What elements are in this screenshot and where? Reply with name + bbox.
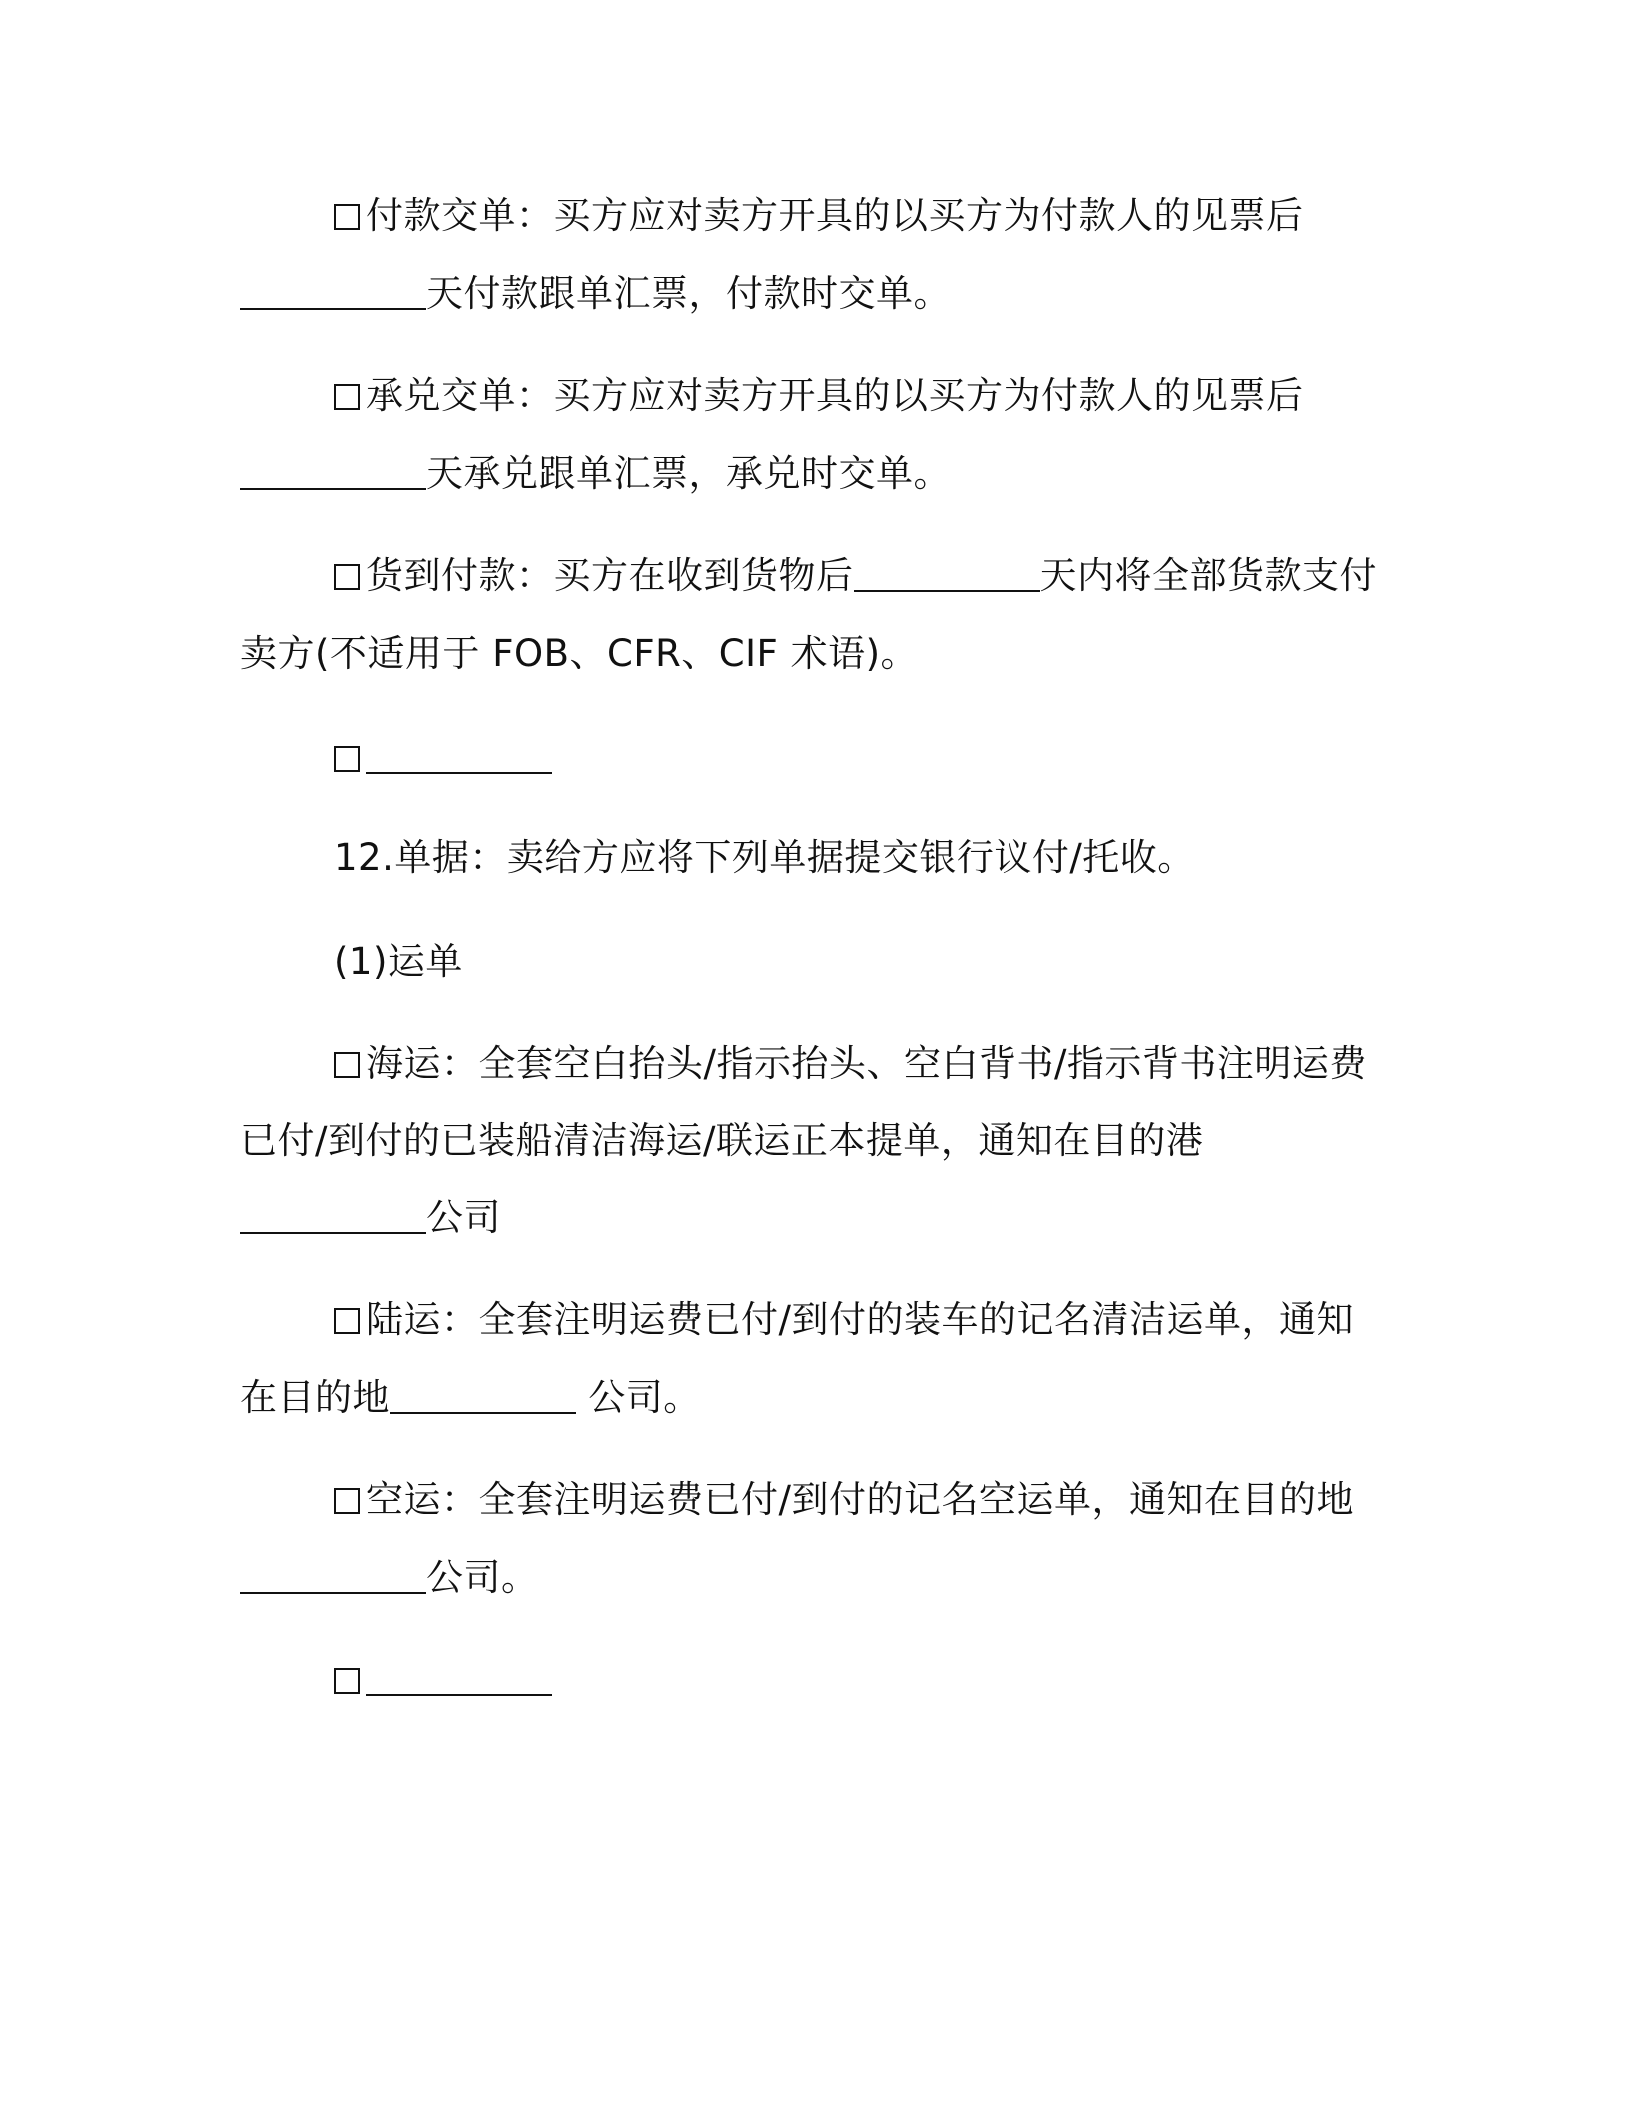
para-continuation: [240, 1194, 501, 1242]
para-land-transport: [334, 1296, 1354, 1344]
fill-in-blank[interactable]: [366, 738, 552, 774]
checkbox[interactable]: [334, 1668, 360, 1694]
sub-heading-waybill: [334, 938, 463, 986]
para-continuation: [240, 1117, 1203, 1165]
para-continuation: [240, 1374, 701, 1422]
para-text: 付款交单：买方应对卖方开具的以买方为付款人的见票后: [366, 194, 1304, 237]
fill-in-blank[interactable]: [240, 1558, 426, 1594]
para-cash-on-delivery: [334, 552, 1377, 600]
checkbox[interactable]: [334, 1052, 360, 1078]
para-text: 已付/到付的已装船清洁海运/联运正本提单，通知在目的港: [240, 1119, 1204, 1162]
fill-in-blank[interactable]: [240, 1198, 426, 1234]
para-continuation: [240, 630, 918, 678]
para-text: 天付款跟单汇票，付款时交单。: [426, 272, 951, 315]
para-continuation: [240, 1554, 539, 1602]
para-other-option: [334, 1656, 552, 1704]
checkbox[interactable]: [334, 204, 360, 230]
fill-in-blank[interactable]: [240, 274, 426, 310]
para-text: 在目的地: [240, 1376, 390, 1419]
para-text: (1)运单: [334, 940, 463, 983]
para-text: 卖方(不适用于 FOB、CFR、CIF 术语)。: [240, 632, 919, 675]
checkbox[interactable]: [334, 1488, 360, 1514]
para-text: 空运：全套注明运费已付/到付的记名空运单，通知在目的地: [366, 1478, 1354, 1521]
para-sea-transport: [334, 1040, 1367, 1088]
checkbox[interactable]: [334, 384, 360, 410]
checkbox[interactable]: [334, 564, 360, 590]
para-text: 陆运：全套注明运费已付/到付的装车的记名清洁运单，通知: [366, 1298, 1354, 1341]
para-text: 天承兑跟单汇票，承兑时交单。: [426, 452, 951, 495]
fill-in-blank[interactable]: [240, 454, 426, 490]
para-documents-against-acceptance: [334, 372, 1304, 420]
para-continuation: [240, 270, 951, 318]
para-text: 公司。: [576, 1376, 701, 1419]
checkbox[interactable]: [334, 746, 360, 772]
para-text: 公司: [426, 1196, 501, 1239]
para-text: 公司。: [426, 1556, 539, 1599]
para-air-transport: [334, 1476, 1354, 1524]
para-text: 承兑交单：买方应对卖方开具的以买方为付款人的见票后: [366, 374, 1304, 417]
checkbox[interactable]: [334, 1308, 360, 1334]
para-text: 天内将全部货款支付: [1039, 554, 1377, 597]
fill-in-blank[interactable]: [390, 1378, 576, 1414]
fill-in-blank[interactable]: [854, 556, 1040, 592]
para-text: 货到付款：买方在收到货物后: [366, 554, 854, 597]
section-heading-documents: [334, 834, 1195, 882]
para-text: 海运：全套空白抬头/指示抬头、空白背书/指示背书注明运费: [366, 1042, 1367, 1085]
para-payment-against-payment: [334, 192, 1304, 240]
fill-in-blank[interactable]: [366, 1660, 552, 1696]
para-continuation: [240, 450, 951, 498]
para-text: 12.单据：卖给方应将下列单据提交银行议付/托收。: [334, 836, 1195, 879]
para-other-option: [334, 734, 552, 782]
